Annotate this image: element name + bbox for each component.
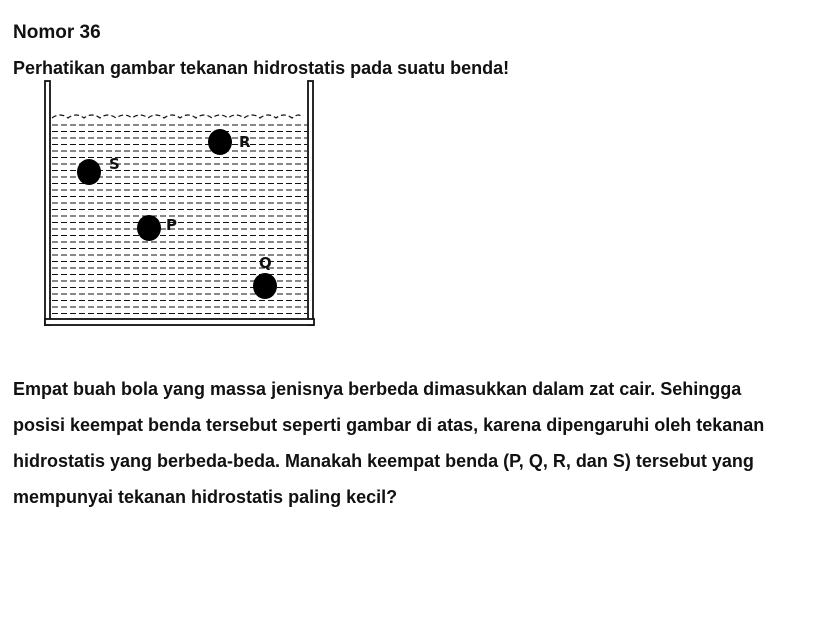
ball-s [77,159,101,185]
ball-r [208,129,232,155]
ball-q-group [253,254,277,299]
ball-q-label: Q [259,254,272,272]
container-right-wall [308,81,313,325]
ball-p-label: P [166,216,177,234]
question-line: mempunyai tekanan hidrostatis paling kecil? [13,487,398,507]
ball-s-label: S [109,155,120,173]
container-base [45,319,314,325]
ball-s-group [77,155,120,185]
container-left-wall [45,81,50,325]
ball-p [137,215,161,241]
liquid-surface [52,115,302,118]
ball-r-label: R [239,133,251,151]
hydrostatic-figure [40,76,330,332]
ball-q [253,273,277,299]
question-line: posisi keempat benda tersebut seperti gambar di atas, karena dipengaruhi oleh tekanan [13,415,765,435]
question-number: Nomor 36 [13,22,101,43]
ball-p-group [137,215,177,241]
question-line: hidrostatis yang berbeda-beda. Manakah keempat benda (P, Q, R, dan S) tersebut yang [13,451,754,471]
question-instruction: Perhatikan gambar tekanan hidrostatis pada suatu benda! [13,58,510,78]
question-text [13,371,825,515]
question-line: Empat buah bola yang massa jenisnya berbeda dimasukkan dalam zat cair. Sehingga [13,379,742,399]
